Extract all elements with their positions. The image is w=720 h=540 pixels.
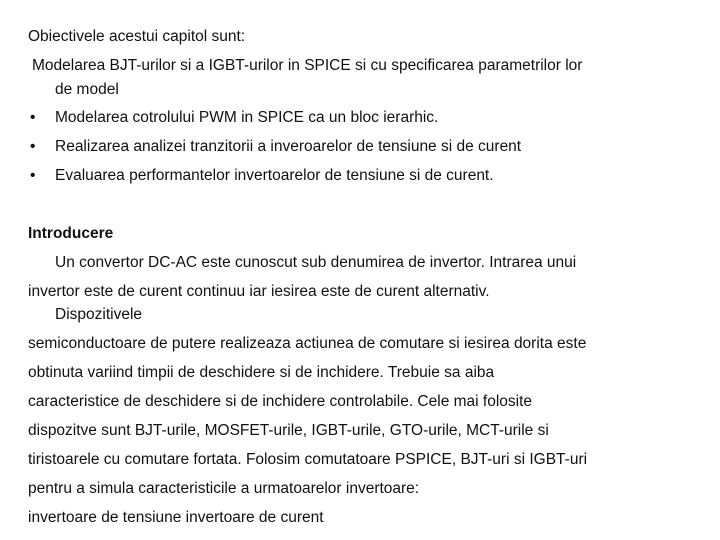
- intro-line-3: Dispozitivele: [55, 306, 143, 323]
- bullet-4: •: [30, 167, 36, 184]
- intro-line-1: Un convertor DC-AC este cunoscut sub denumirea de invertor. Intrarea unui: [55, 254, 577, 271]
- bullet-2: •: [30, 109, 36, 126]
- intro-line-4: semiconductoare de putere realizeaza actiunea de comutare si iesirea dorita este: [28, 335, 587, 352]
- intro-line-7: dispozitve sunt BJT-urile, MOSFET-urile, IGBT-urile, GTO-urile, MCT-urile si: [28, 422, 549, 439]
- objective-item-3: Realizarea analizei tranzitorii a inveroarelor de tensiune si de curent: [55, 138, 522, 155]
- objective-item-1-line-1: Modelarea BJT-urilor si a IGBT-urilor in SPICE si cu specificarea parametrilor lor: [32, 57, 583, 74]
- intro-line-10: invertoare de tensiune invertoare de curent: [28, 509, 324, 526]
- intro-line-6: caracteristice de deschidere si de inchidere controlabile. Cele mai folosite: [28, 393, 533, 410]
- intro-heading: Introducere: [28, 225, 114, 242]
- objective-item-1-line-2: de model: [55, 81, 119, 98]
- intro-line-5: obtinuta variind timpii de deschidere si de inchidere. Trebuie sa aiba: [28, 364, 495, 381]
- intro-line-2: invertor este de curent continuu iar iesirea este de curent alternativ.: [28, 283, 490, 300]
- objective-item-2: Modelarea cotrolului PWM in SPICE ca un bloc ierarhic.: [55, 109, 439, 126]
- intro-line-9: pentru a simula caracteristicile a urmatoarelor invertoare:: [28, 480, 420, 497]
- objective-item-4: Evaluarea performantelor invertoarelor de tensiune si de curent.: [55, 167, 494, 184]
- bullet-3: •: [30, 138, 36, 155]
- intro-line-8: tiristoarele cu comutare fortata. Folosim comutatoare PSPICE, BJT-uri si IGBT-uri: [28, 451, 588, 468]
- objectives-heading: Obiectivele acestui capitol sunt:: [28, 28, 246, 45]
